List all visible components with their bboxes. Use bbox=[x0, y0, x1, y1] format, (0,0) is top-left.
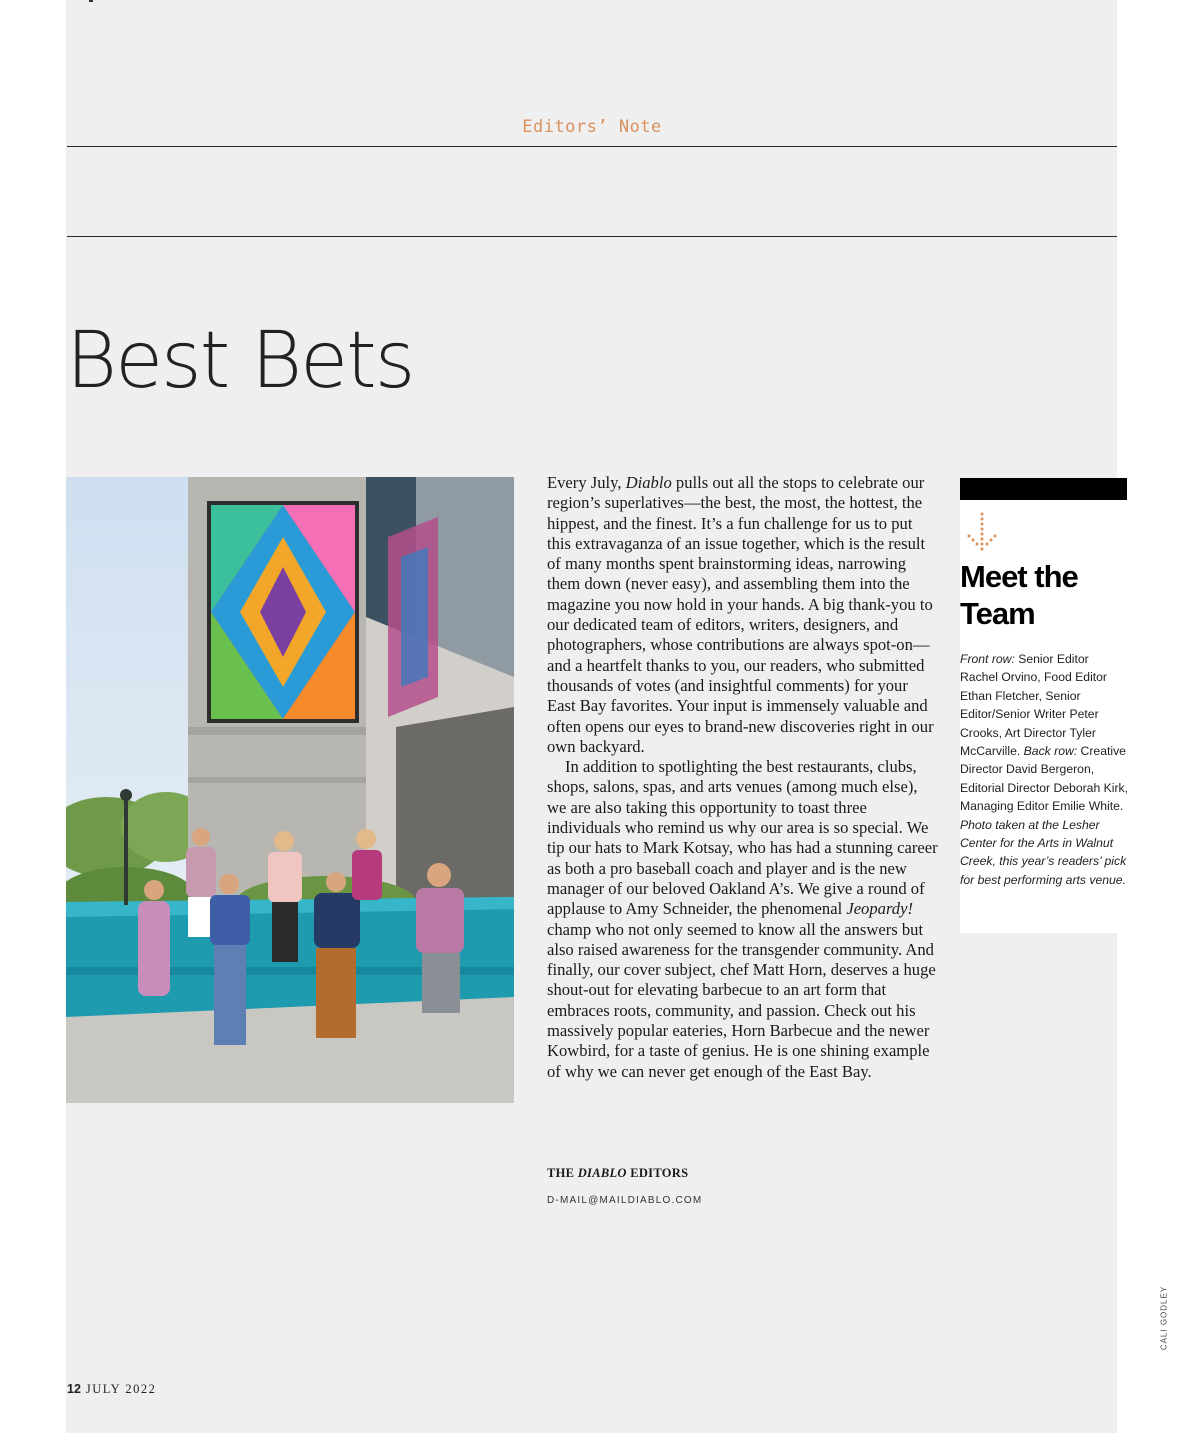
letter-paragraph-2: In addition to spotlighting the best restaurants, clubs, shops, salons, spas, and arts venues (among much else), we are also taking this opportunity to toast three individuals who remind us why our area is so special. We tip our hats to Mark Kotsay, who has had a stunning career as both a pro baseball coach and player and is the new manager of our beloved Oakland A’s. We give a round of applause to Amy Schneider, the phenomenal Jeopardy! champ who not only seemed to know all the answers but also raised awareness for the transgender community. And finally, our cover subject, chef Matt Horn, deserves a huge shout-out for elevating barbecue to an art form that embraces roots, community, and passion. Check out his massively popular eateries, Horn Barbecue and the newer Kowbird, for a taste of genius. He is one shining example of why we can never get enough of the East Bay. bbox=[547, 757, 938, 1081]
second-rule bbox=[67, 236, 1117, 237]
folio bbox=[67, 1382, 156, 1397]
top-rule bbox=[67, 146, 1117, 147]
letter-paragraph-1: Every July, Diablo pulls out all the stops to celebrate our region’s superlatives—the best, the most, the hottest, the hippest, and the finest. It’s a fun challenge for us to put this extravaganza of an issue together, which is the result of many months spent brainstorming ideas, narrowing them down (never easy), and assembling them into the magazine you now hold in your hands. A big thank-you to our dedicated team of editors, writers, designers, and photographers, whose contributions are always spot-on—and a heartfelt thanks to you, our readers, who submitted thousands of votes (and insightful comments) for your East Bay favorites. Your input is immensely valuable and often opens our eyes to brand-new discoveries right in our own backyard. bbox=[547, 473, 934, 756]
team-photo bbox=[66, 477, 514, 1103]
photo-caption: Front row: Senior Editor Rachel Orvino, Food Editor Ethan Fletcher, Senior Editor/Senior Writer Peter Crooks, Art Director Tyler McCarville. Back row: Creative Director David Bergeron, Editorial Director Deborah Kirk, Managing Editor Emilie White. Photo taken at the Lesher Center for the Arts in Walnut Creek, this year’s readers’ pick for best performing arts venue. bbox=[960, 652, 1128, 887]
sidebar-top-bar bbox=[960, 478, 1127, 500]
sidebar-title: Meet the Team bbox=[960, 559, 1078, 631]
corner-mark bbox=[89, 0, 93, 2]
meet-the-team-sidebar bbox=[960, 478, 1127, 933]
photo-credit: CALI GODLEY bbox=[1159, 1285, 1169, 1351]
signoff: THE DIABLO EDITORS bbox=[547, 1166, 689, 1180]
editors-letter bbox=[547, 473, 939, 1082]
headline: Best Bets bbox=[66, 316, 414, 406]
issue-date: JULY 2022 bbox=[85, 1382, 157, 1396]
section-kicker: Editors’ Note bbox=[522, 117, 662, 137]
dotted-down-arrow-icon bbox=[963, 512, 997, 552]
editors-email[interactable]: D-MAIL@MAILDIABLO.COM bbox=[547, 1195, 703, 1206]
page-number: 12 bbox=[67, 1382, 81, 1396]
